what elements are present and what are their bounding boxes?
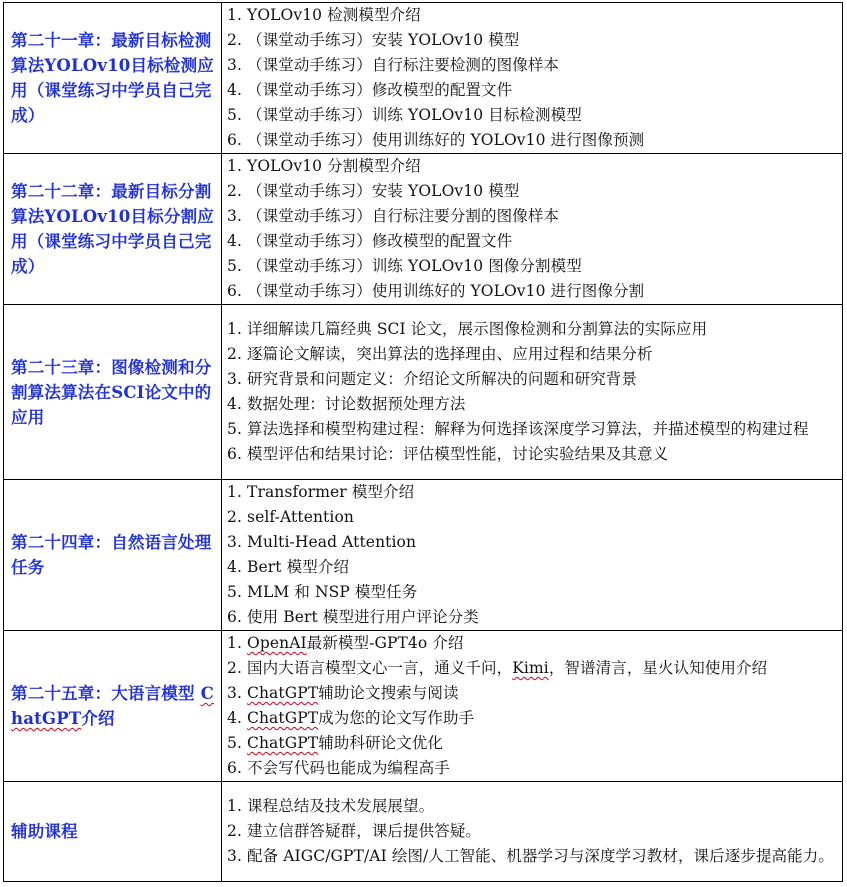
table-row xyxy=(4,631,843,782)
list-item: 1. YOLOv10 检测模型介绍 xyxy=(227,6,421,24)
chapter-title-cell: 辅助课程 xyxy=(4,782,222,882)
table-row xyxy=(4,480,843,631)
chapter-title-cell: 第二十一章：最新目标检测算法YOLOv10目标检测应用（课堂练习中学员自己完成） xyxy=(4,3,222,154)
list-item: 6. （课堂动手练习）使用训练好的 YOLOv10 进行图像分割 xyxy=(227,282,645,300)
chapter-items-cell xyxy=(222,3,843,154)
list-item: 3. 配备 AIGC/GPT/AI 绘图/人工智能、机器学习与深度学习教材，课后逐步提高能力。 xyxy=(227,847,834,865)
list-item: 5. 算法选择和模型构建过程：解释为何选择该深度学习算法，并描述模型的构建过程 xyxy=(227,420,809,438)
list-item: 2. self-Attention xyxy=(227,508,354,526)
list-item: 4. ChatGPT成为您的论文写作助手 xyxy=(227,709,475,727)
list-item: 3. ChatGPT辅助论文搜索与阅读 xyxy=(227,684,459,702)
list-item: 1. 课程总结及技术发展展望。 xyxy=(227,797,435,815)
list-item: 6. 模型评估和结果讨论：评估模型性能，讨论实验结果及其意义 xyxy=(227,445,669,463)
spellcheck-word: OpenAI xyxy=(247,634,307,652)
list-item: 2. （课堂动手练习）安装 YOLOv10 模型 xyxy=(227,182,520,200)
list-item: 2. 逐篇论文解读，突出算法的选择理由、应用过程和结果分析 xyxy=(227,345,653,363)
chapter-items-cell xyxy=(222,154,843,305)
chapter-title-prefix: 第二十五章：大语言模型 xyxy=(11,684,201,703)
list-item: 4. Bert 模型介绍 xyxy=(227,558,350,576)
chapter-items-cell xyxy=(222,480,843,631)
chapter-title-highlight: ChatGPT xyxy=(11,684,214,728)
chapter-items-cell xyxy=(222,631,843,782)
list-item: 2. （课堂动手练习）安装 YOLOv10 模型 xyxy=(227,31,520,49)
list-item: 6. （课堂动手练习）使用训练好的 YOLOv10 进行图像预测 xyxy=(227,131,645,149)
chapter-items-cell xyxy=(222,305,843,480)
list-item: 5. ChatGPT辅助科研论文优化 xyxy=(227,734,443,752)
spellcheck-word: ChatGPT xyxy=(247,709,319,727)
list-item: 2. 国内大语言模型文心一言，通义千问，Kimi，智谱清言，星火认知使用介绍 xyxy=(227,659,768,677)
list-item: 3. 研究背景和问题定义：介绍论文所解决的问题和研究背景 xyxy=(227,370,638,388)
chapter-items-cell xyxy=(222,782,843,882)
table-row xyxy=(4,3,843,154)
spellcheck-word: Kimi xyxy=(512,659,549,677)
list-item: 6. 使用 Bert 模型进行用户评论分类 xyxy=(227,608,479,626)
list-item: 3. Multi-Head Attention xyxy=(227,533,417,551)
list-item: 5. （课堂动手练习）训练 YOLOv10 目标检测模型 xyxy=(227,106,582,124)
chapter-title-cell: 第二十二章：最新目标分割算法YOLOv10目标分割应用（课堂练习中学员自己完成） xyxy=(4,154,222,305)
list-item: 4. （课堂动手练习）修改模型的配置文件 xyxy=(227,232,513,250)
list-item: 1. Transformer 模型介绍 xyxy=(227,483,415,501)
chapter-title-cell xyxy=(4,631,222,782)
spellcheck-word: ChatGPT xyxy=(247,684,319,702)
chapter-title-suffix: 介绍 xyxy=(81,709,115,728)
table-row xyxy=(4,154,843,305)
course-outline-table xyxy=(3,2,843,882)
chapter-title-cell: 第二十三章：图像检测和分割算法算法在SCI论文中的应用 xyxy=(4,305,222,480)
list-item: 4. 数据处理：讨论数据预处理方法 xyxy=(227,395,466,413)
list-item: 4. （课堂动手练习）修改模型的配置文件 xyxy=(227,81,513,99)
list-item: 3. （课堂动手练习）自行标注要分割的图像样本 xyxy=(227,207,560,225)
list-item: 5. （课堂动手练习）训练 YOLOv10 图像分割模型 xyxy=(227,257,582,275)
list-item: 1. YOLOv10 分割模型介绍 xyxy=(227,157,421,175)
list-item: 3. （课堂动手练习）自行标注要检测的图像样本 xyxy=(227,56,560,74)
chapter-title-cell: 第二十四章：自然语言处理任务 xyxy=(4,480,222,631)
list-item: 2. 建立信群答疑群，课后提供答疑。 xyxy=(227,822,482,840)
table-row xyxy=(4,305,843,480)
list-item: 1. OpenAI最新模型-GPT4o 介绍 xyxy=(227,634,464,652)
list-item: 5. MLM 和 NSP 模型任务 xyxy=(227,583,418,601)
table-row xyxy=(4,782,843,882)
list-item: 6. 不会写代码也能成为编程高手 xyxy=(227,759,450,777)
spellcheck-word: ChatGPT xyxy=(247,734,319,752)
list-item: 1. 详细解读几篇经典 SCI 论文，展示图像检测和分割算法的实际应用 xyxy=(227,320,708,338)
